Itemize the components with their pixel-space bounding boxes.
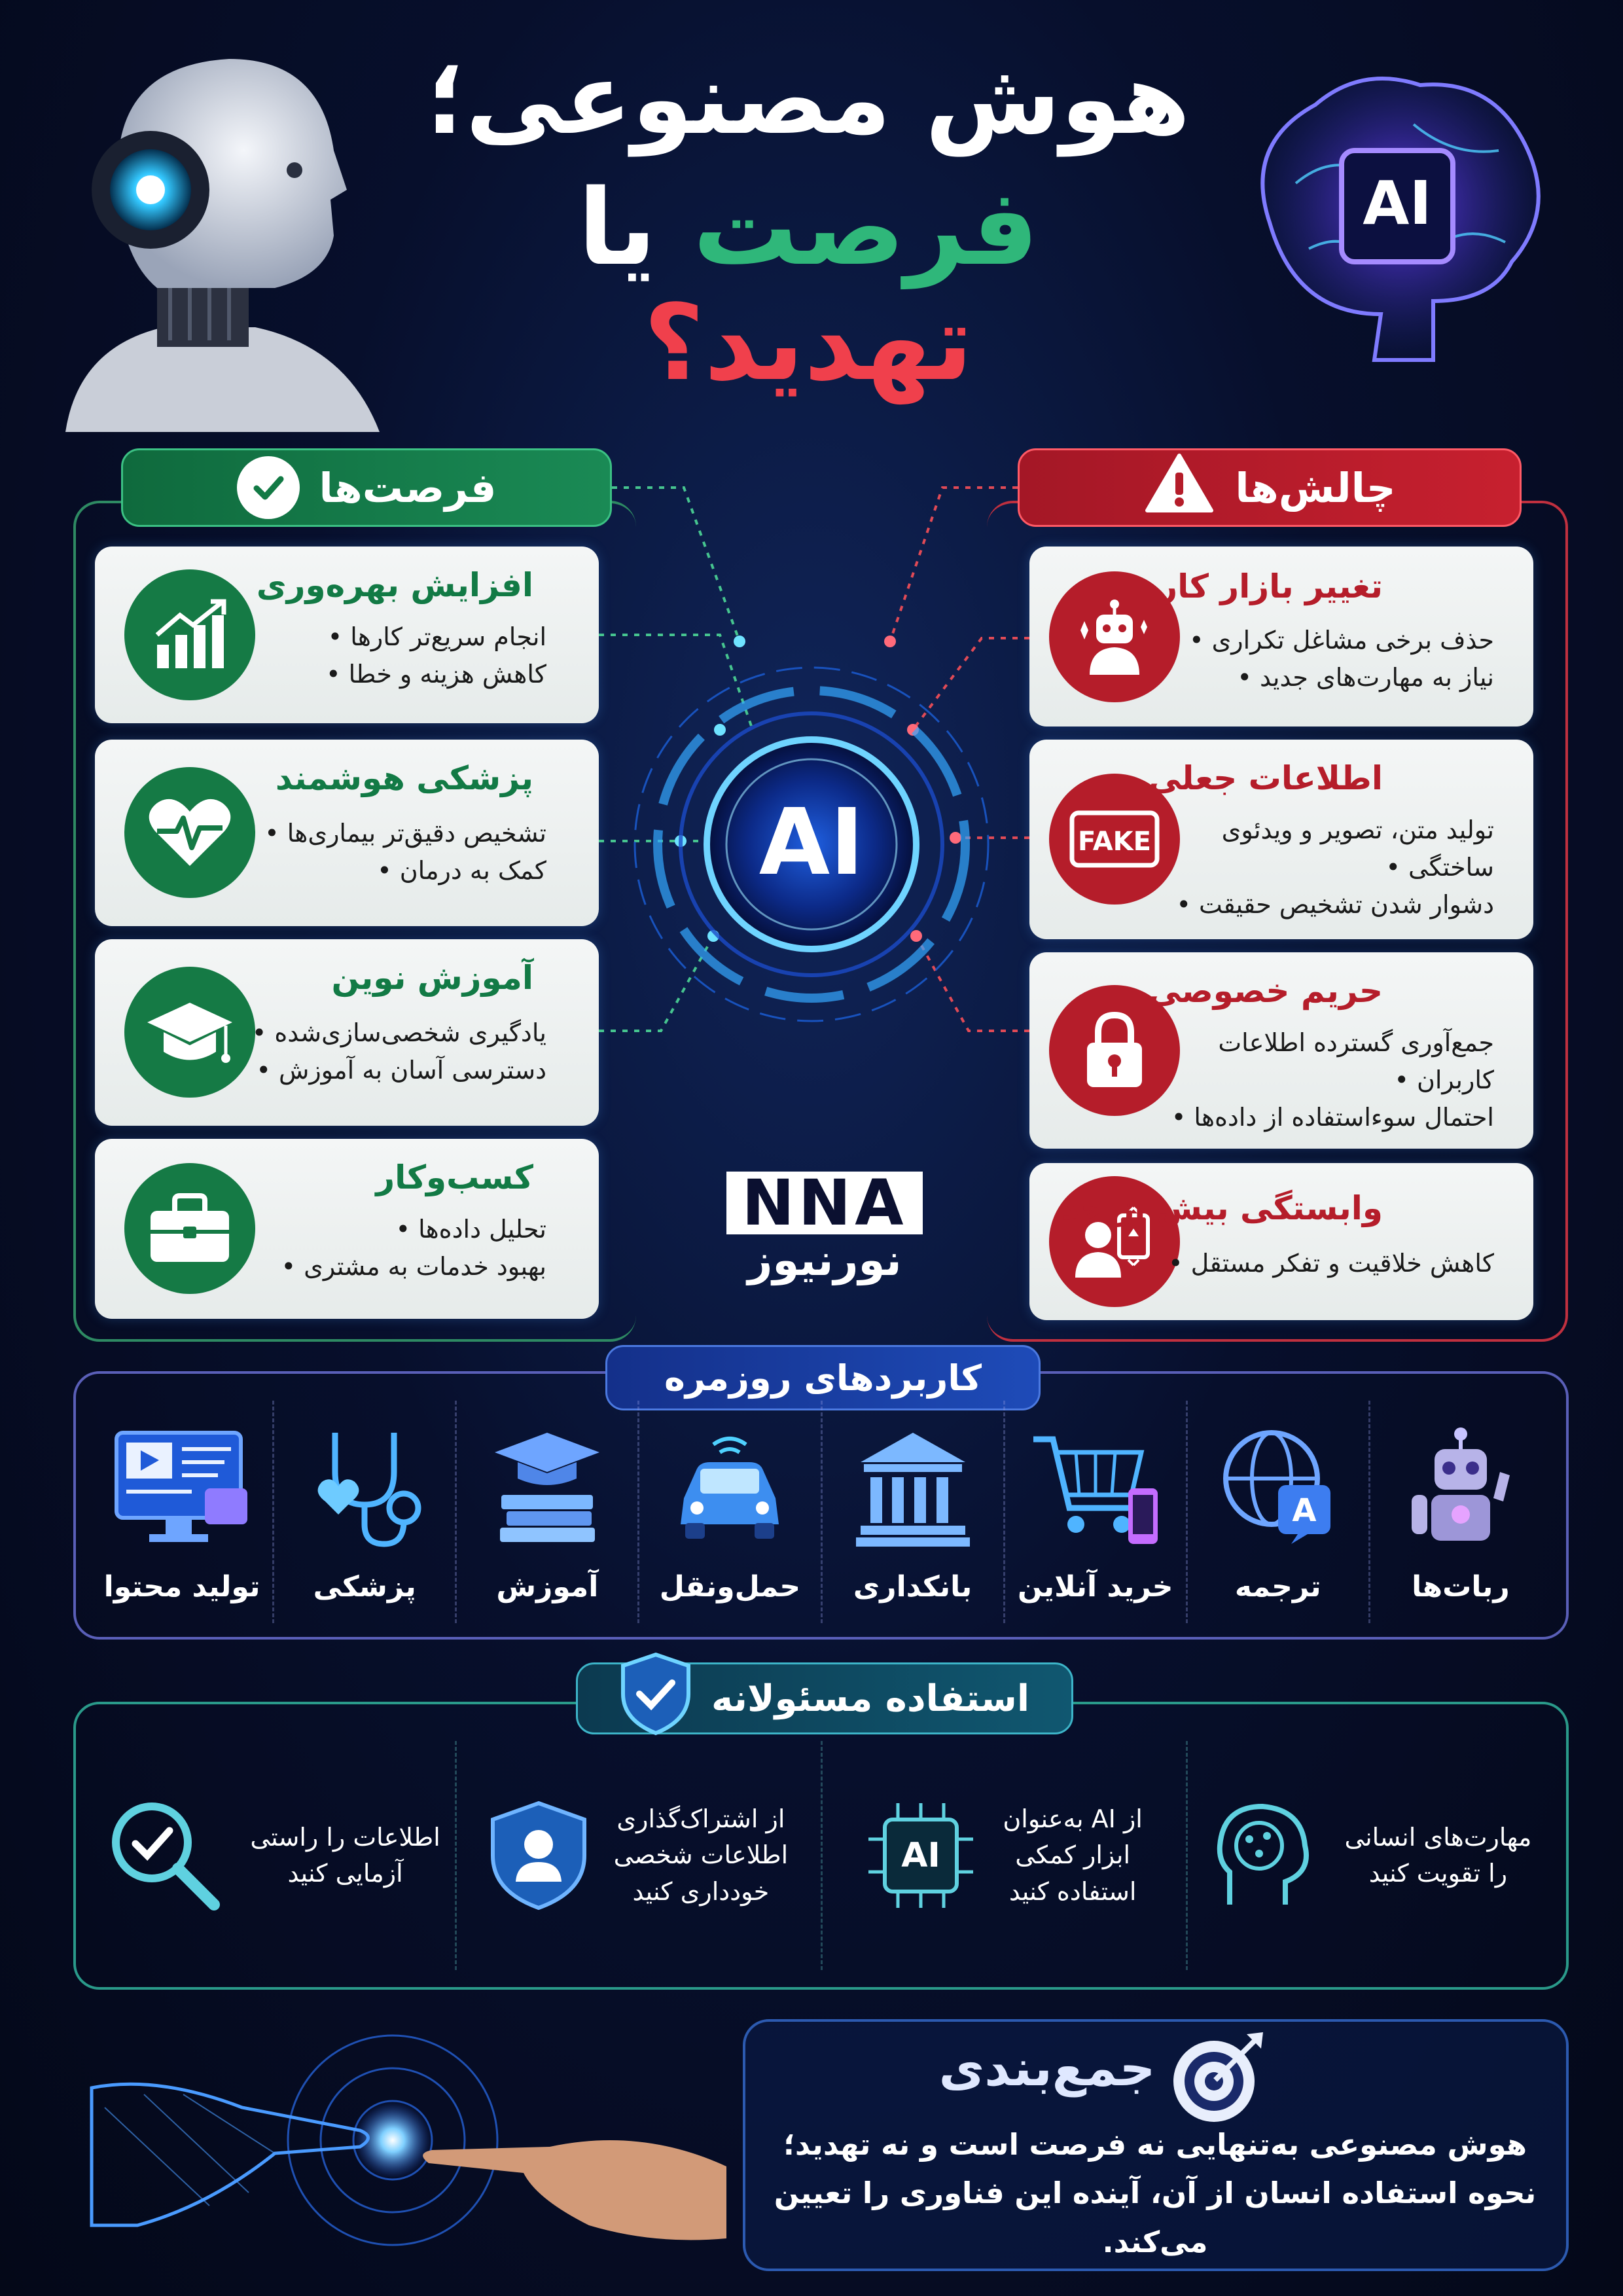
daily-uses-heading: کاربردهای روزمره (664, 1357, 982, 1399)
responsible-use-list (92, 1741, 1551, 1970)
responsible-use-heading-pill (576, 1662, 1073, 1734)
magnifier-check-icon (106, 1797, 224, 1914)
ai-hub-graphic (622, 655, 1001, 1034)
challenge-title: اطلاعات جعلی (1148, 759, 1383, 797)
list-item: یادگیری شخصی‌سازی‌شده • (252, 1014, 546, 1052)
brain-ai-label: AI (1363, 168, 1432, 238)
list-item: کاهش هزینه و خطا • (326, 656, 546, 693)
opportunity-title: کسب‌وکار (376, 1158, 533, 1196)
title-word-or: یا (577, 166, 657, 289)
conclusion-line1: هوش مصنوعی به‌تنهایی نه فرصت است و نه تهدید؛ (783, 2127, 1527, 2162)
fake-badge-label: FAKE (1077, 827, 1152, 857)
hand-touch-illustration (79, 2009, 733, 2271)
use-label: ترجمه (1234, 1570, 1321, 1604)
use-item-robots (1368, 1401, 1551, 1623)
head-brain-icon (1207, 1800, 1318, 1911)
use-item-education (455, 1401, 637, 1623)
target-icon (1168, 2029, 1266, 2127)
use-item-transportation (637, 1401, 820, 1623)
responsible-item-privacy (455, 1741, 820, 1970)
nna-logo (726, 1166, 923, 1289)
list-item: کمک به درمان • (264, 852, 546, 889)
conclusion-text (753, 2121, 1558, 2267)
logo-latin: NNA (726, 1172, 923, 1234)
svg-text:A: A (1292, 1492, 1317, 1529)
shield-check-icon (620, 1651, 692, 1746)
list-item: کاهش خلاقیت و تفکر مستقل • (1167, 1245, 1494, 1282)
list-item: تشخیص دقیق‌تر بیماری‌ها • (264, 815, 546, 852)
challenge-title: حریم خصوصی (1148, 972, 1383, 1010)
list-item: تحلیل داده‌ها • (281, 1211, 546, 1248)
responsible-item-ai-tool (821, 1741, 1186, 1970)
shopping-cart-icon (1030, 1426, 1161, 1551)
bank-icon (854, 1426, 972, 1551)
page-title-line1: هوش مصنوعی؛ (426, 43, 1190, 156)
title-word-opportunity: فرصت (692, 166, 1039, 289)
responsible-text: از اشتراک‌گذاری اطلاعات شخصی خودداری کنید (613, 1804, 789, 1906)
list-item: جمع‌آوری گسترده اطلاعات کاربران • (1167, 1024, 1494, 1099)
responsible-text: اطلاعات را راستی آزمایی کنید (250, 1822, 440, 1888)
ai-hub-label: AI (758, 789, 865, 896)
books-cap-icon (488, 1426, 606, 1551)
challenge-title: تغییر بازار کار (1158, 567, 1383, 605)
opportunity-title: پزشکی هوشمند (275, 759, 533, 797)
responsible-item-fact-check (92, 1741, 455, 1970)
logo-persian: نورنیوز (747, 1235, 902, 1285)
use-label: پزشکی (313, 1570, 416, 1604)
responsible-text: مهارت‌های انسانی را تقویت کنید (1344, 1822, 1532, 1888)
challenge-title: وابستگی بیش از حد (1061, 1189, 1383, 1227)
use-label: تولید محتوا (103, 1570, 260, 1604)
use-item-online-shopping (1003, 1401, 1186, 1623)
responsible-item-human-skills (1186, 1741, 1551, 1970)
use-label: حمل‌ونقل (659, 1570, 801, 1604)
title-word-threat: تهدید؟ (643, 281, 973, 404)
opportunity-title: آموزش نوین (331, 959, 533, 997)
daily-uses-list (92, 1401, 1551, 1623)
use-label: آموزش (496, 1570, 599, 1604)
use-item-translation (1186, 1401, 1368, 1623)
list-item: دشوار شدن تشخیص حقیقت • (1167, 886, 1494, 924)
list-item: حذف برخی مشاغل تکراری • (1167, 622, 1494, 659)
list-item: تولید متن، تصویر و ویدئوی ساختگی • (1167, 812, 1494, 886)
stethoscope-icon (306, 1426, 423, 1551)
use-item-medicine (272, 1401, 455, 1623)
use-item-banking (821, 1401, 1003, 1623)
opportunity-title: افزایش بهره‌وری (256, 566, 533, 604)
user-shield-icon (490, 1800, 588, 1911)
responsible-use-heading: استفاده مسئولانه (711, 1677, 1030, 1720)
use-label: بانکداری (853, 1570, 972, 1604)
list-item: دسترسی آسان به آموزش • (252, 1052, 546, 1089)
use-label: ربات‌ها (1412, 1570, 1510, 1604)
conclusion-line2: نحوه استفاده انسان از آن، آینده این فناوری را تعیین می‌کند. (774, 2176, 1537, 2259)
monitor-content-icon (113, 1426, 251, 1551)
globe-translate-icon (1219, 1426, 1337, 1551)
use-label: خرید آنلاین (1017, 1570, 1173, 1604)
list-item: نیاز به مهارت‌های جدید • (1167, 659, 1494, 696)
robot-icon (1402, 1426, 1520, 1551)
responsible-text: از AI به‌عنوان ابزار کمکی استفاده کنید (1003, 1804, 1143, 1906)
opportunities-heading: فرصت‌ها (319, 463, 497, 512)
list-item: بهبود خدمات به مشتری • (281, 1248, 546, 1285)
challenges-heading: چالش‌ها (1235, 463, 1396, 512)
car-icon (671, 1426, 789, 1551)
chip-ai-label: AI (901, 1836, 941, 1875)
use-item-content-creation (92, 1401, 272, 1623)
list-item: انجام سریع‌تر کارها • (326, 619, 546, 656)
ai-chip-icon (865, 1800, 976, 1911)
list-item: احتمال سوءاستفاده از داده‌ها • (1167, 1099, 1494, 1136)
conclusion-heading: جمع‌بندی (938, 2039, 1156, 2097)
